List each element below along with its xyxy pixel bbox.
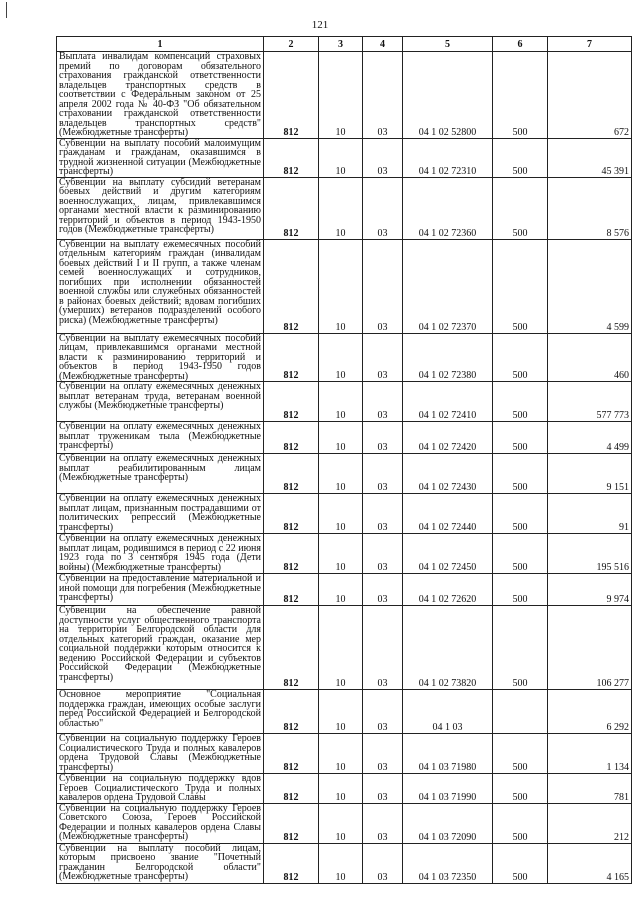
row-subsection-code: 03: [363, 239, 403, 333]
row-subsection-code: 03: [363, 454, 403, 494]
row-description: Субвенции на оплату ежемесячных денежных выплат ветеранам труда, ветеранам военной службы (Межбюджетные трансферты): [57, 382, 264, 422]
row-subsection-code: 03: [363, 333, 403, 382]
row-description: Субвенции на оплату ежемесячных денежных выплат труженикам тыла (Межбюджетные трансферты): [57, 422, 264, 454]
row-grbs-code: 812: [264, 333, 319, 382]
row-subsection-code: 03: [363, 690, 403, 734]
row-section-code: 10: [319, 422, 363, 454]
row-description: Субвенции на социальную поддержку Героев Советского Союза, Героев Российской Федерации и полных кавалеров ордена Славы (Межбюджетные трансферты): [57, 803, 264, 843]
table-row: [57, 52, 632, 139]
row-expense-type: 500: [493, 774, 548, 804]
row-expense-type: 500: [493, 454, 548, 494]
scan-edge-mark: [6, 2, 7, 18]
row-description: Субвенции на социальную поддержку вдов Героев Социалистического Труда и полных кавалеров ордена Трудовой Славы: [57, 774, 264, 804]
row-subsection-code: 03: [363, 177, 403, 239]
row-subsection-code: 03: [363, 774, 403, 804]
row-target-article: 04 1 02 72410: [403, 382, 493, 422]
row-expense-type: 500: [493, 734, 548, 774]
row-expense-type: 500: [493, 422, 548, 454]
row-subsection-code: 03: [363, 843, 403, 883]
row-expense-type: 500: [493, 382, 548, 422]
row-section-code: 10: [319, 734, 363, 774]
row-grbs-code: 812: [264, 843, 319, 883]
row-amount: 577 773: [548, 382, 632, 422]
row-grbs-code: 812: [264, 454, 319, 494]
row-subsection-code: 03: [363, 52, 403, 139]
col-header-7: 7: [548, 37, 632, 52]
row-expense-type: 500: [493, 177, 548, 239]
row-section-code: 10: [319, 333, 363, 382]
row-target-article: 04 1 02 73820: [403, 606, 493, 690]
table-row: [57, 734, 632, 774]
row-subsection-code: 03: [363, 382, 403, 422]
row-target-article: 04 1 02 72370: [403, 239, 493, 333]
row-description: Субвенции на выплату ежемесячных пособий отдельным категориям граждан (инвалидам боевых действий I и II групп, а также членам семей военнослужащих и сотрудников, погибших при исполнении обязанностей военной службы или служебных обязанностей в районах боевых действий; вдовам погибших (умерших) ветеранов подразделений особого риска) (Межбюджетные трансферты): [57, 239, 264, 333]
table-row: [57, 138, 632, 177]
row-description: Субвенции на выплату субсидий ветеранам боевых действий и другим категориям военнослужащих, лицам, привлекавшимся органами местной власти к разминированию территорий и объектов в период 1943-1950 годов (Межбюджетные трансферты): [57, 177, 264, 239]
row-amount: 195 516: [548, 534, 632, 574]
row-amount: 212: [548, 803, 632, 843]
row-grbs-code: 812: [264, 177, 319, 239]
row-section-code: 10: [319, 138, 363, 177]
row-subsection-code: 03: [363, 734, 403, 774]
row-grbs-code: 812: [264, 52, 319, 139]
row-description: Основное мероприятие "Социальная поддержка граждан, имеющих особые заслуги перед Российской Федерацией и Белгородской областью": [57, 690, 264, 734]
table-row: [57, 177, 632, 239]
row-expense-type: 500: [493, 843, 548, 883]
row-section-code: 10: [319, 690, 363, 734]
row-section-code: 10: [319, 239, 363, 333]
row-expense-type: 500: [493, 239, 548, 333]
table-row: [57, 422, 632, 454]
table-row: [57, 494, 632, 534]
header-row: [57, 37, 632, 52]
row-amount: 4 499: [548, 422, 632, 454]
row-section-code: 10: [319, 177, 363, 239]
row-amount: 45 391: [548, 138, 632, 177]
table-row: [57, 690, 632, 734]
row-section-code: 10: [319, 494, 363, 534]
row-amount: 1 134: [548, 734, 632, 774]
row-grbs-code: 812: [264, 606, 319, 690]
row-target-article: 04 1 03: [403, 690, 493, 734]
row-target-article: 04 1 02 72620: [403, 574, 493, 606]
row-subsection-code: 03: [363, 803, 403, 843]
row-grbs-code: 812: [264, 422, 319, 454]
row-expense-type: 500: [493, 574, 548, 606]
row-description: Субвенции на социальную поддержку Героев Социалистического Труда и полных кавалеров ордена Трудовой Славы (Межбюджетные трансферты): [57, 734, 264, 774]
table-row: [57, 454, 632, 494]
row-target-article: 04 1 03 71990: [403, 774, 493, 804]
table-row: [57, 333, 632, 382]
row-target-article: 04 1 02 72440: [403, 494, 493, 534]
row-amount: 91: [548, 494, 632, 534]
row-amount: 672: [548, 52, 632, 139]
row-target-article: 04 1 02 72420: [403, 422, 493, 454]
page-number: 121: [311, 19, 329, 31]
row-section-code: 10: [319, 843, 363, 883]
row-expense-type: [493, 690, 548, 734]
row-expense-type: 500: [493, 52, 548, 139]
row-target-article: 04 1 03 71980: [403, 734, 493, 774]
row-section-code: 10: [319, 382, 363, 422]
row-amount: 4 165: [548, 843, 632, 883]
row-amount: 9 974: [548, 574, 632, 606]
row-description: Субвенции на оплату ежемесячных денежных выплат лицам, родившимся в период с 22 июня 1923 года по 3 сентября 1945 года (Дети войны) (Межбюджетные трансферты): [57, 534, 264, 574]
col-header-2: 2: [264, 37, 319, 52]
row-amount: 4 599: [548, 239, 632, 333]
table-row: [57, 843, 632, 883]
row-target-article: 04 1 02 52800: [403, 52, 493, 139]
budget-table: [56, 36, 632, 884]
row-subsection-code: 03: [363, 574, 403, 606]
row-description: Субвенции на выплату ежемесячных пособий лицам, привлекавшимся органами местной власти к разминированию территорий и объектов в период 1943-1950 годов (Межбюджетные трансферты): [57, 333, 264, 382]
row-grbs-code: 812: [264, 534, 319, 574]
row-target-article: 04 1 02 72310: [403, 138, 493, 177]
row-grbs-code: 812: [264, 239, 319, 333]
row-grbs-code: 812: [264, 382, 319, 422]
row-target-article: 04 1 03 72090: [403, 803, 493, 843]
table-row: [57, 803, 632, 843]
row-subsection-code: 03: [363, 494, 403, 534]
table-row: [57, 606, 632, 690]
row-description: Субвенции на предоставление материальной и иной помощи для погребения (Межбюджетные трансферты): [57, 574, 264, 606]
row-subsection-code: 03: [363, 422, 403, 454]
row-grbs-code: 812: [264, 734, 319, 774]
table-row: [57, 534, 632, 574]
row-expense-type: 500: [493, 333, 548, 382]
table-row: [57, 774, 632, 804]
row-grbs-code: 812: [264, 494, 319, 534]
row-subsection-code: 03: [363, 606, 403, 690]
row-description: Субвенции на выплату пособий малоимущим гражданам и гражданам, оказавшимся в трудной жизненной ситуации (Межбюджетные трансферты): [57, 138, 264, 177]
row-target-article: 04 1 02 72430: [403, 454, 493, 494]
row-section-code: 10: [319, 774, 363, 804]
row-amount: 9 151: [548, 454, 632, 494]
row-subsection-code: 03: [363, 534, 403, 574]
row-expense-type: 500: [493, 606, 548, 690]
row-section-code: 10: [319, 574, 363, 606]
row-expense-type: 500: [493, 803, 548, 843]
col-header-5: 5: [403, 37, 493, 52]
row-section-code: 10: [319, 606, 363, 690]
row-amount: 781: [548, 774, 632, 804]
row-target-article: 04 1 02 72450: [403, 534, 493, 574]
col-header-1: 1: [57, 37, 264, 52]
row-expense-type: 500: [493, 534, 548, 574]
row-target-article: 04 1 02 72360: [403, 177, 493, 239]
col-header-3: 3: [319, 37, 363, 52]
row-amount: 460: [548, 333, 632, 382]
row-description: Субвенции на обеспечение равной доступности услуг общественного транспорта на территории Белгородской области для отдельных категорий граждан, оказание мер социальной поддержки которым относится к ведению Российской Федерации и субъектов Российской Федерации (Межбюджетные трансферты): [57, 606, 264, 690]
row-description: Выплата инвалидам компенсаций страховых премий по договорам обязательного страхования гражданской ответственности владельцев транспортных средств в соответствии с Федеральным законом от 25 апреля 2002 года № 40-ФЗ "Об обязательном страховании гражданской ответственности владельцев транспортных средств" (Межбюджетные трансферты): [57, 52, 264, 139]
table-row: [57, 239, 632, 333]
row-amount: 8 576: [548, 177, 632, 239]
row-grbs-code: 812: [264, 803, 319, 843]
row-amount: 6 292: [548, 690, 632, 734]
row-section-code: 10: [319, 454, 363, 494]
row-target-article: 04 1 02 72380: [403, 333, 493, 382]
col-header-6: 6: [493, 37, 548, 52]
row-subsection-code: 03: [363, 138, 403, 177]
row-description: Субвенции на оплату ежемесячных денежных выплат лицам, признанным пострадавшими от политических репрессий (Межбюджетные трансферты): [57, 494, 264, 534]
row-expense-type: 500: [493, 494, 548, 534]
row-grbs-code: 812: [264, 690, 319, 734]
row-section-code: 10: [319, 534, 363, 574]
col-header-4: 4: [363, 37, 403, 52]
row-grbs-code: 812: [264, 774, 319, 804]
row-expense-type: 500: [493, 138, 548, 177]
table-row: [57, 382, 632, 422]
row-description: Субвенции на оплату ежемесячных денежных выплат реабилитированным лицам (Межбюджетные трансферты): [57, 454, 264, 494]
row-amount: 106 277: [548, 606, 632, 690]
row-section-code: 10: [319, 52, 363, 139]
row-target-article: 04 1 03 72350: [403, 843, 493, 883]
row-section-code: 10: [319, 803, 363, 843]
row-description: Субвенции на выплату пособий лицам, которым присвоено звание "Почетный гражданин Белгородской области" (Межбюджетные трансферты): [57, 843, 264, 883]
row-grbs-code: 812: [264, 574, 319, 606]
row-grbs-code: 812: [264, 138, 319, 177]
table-row: [57, 574, 632, 606]
